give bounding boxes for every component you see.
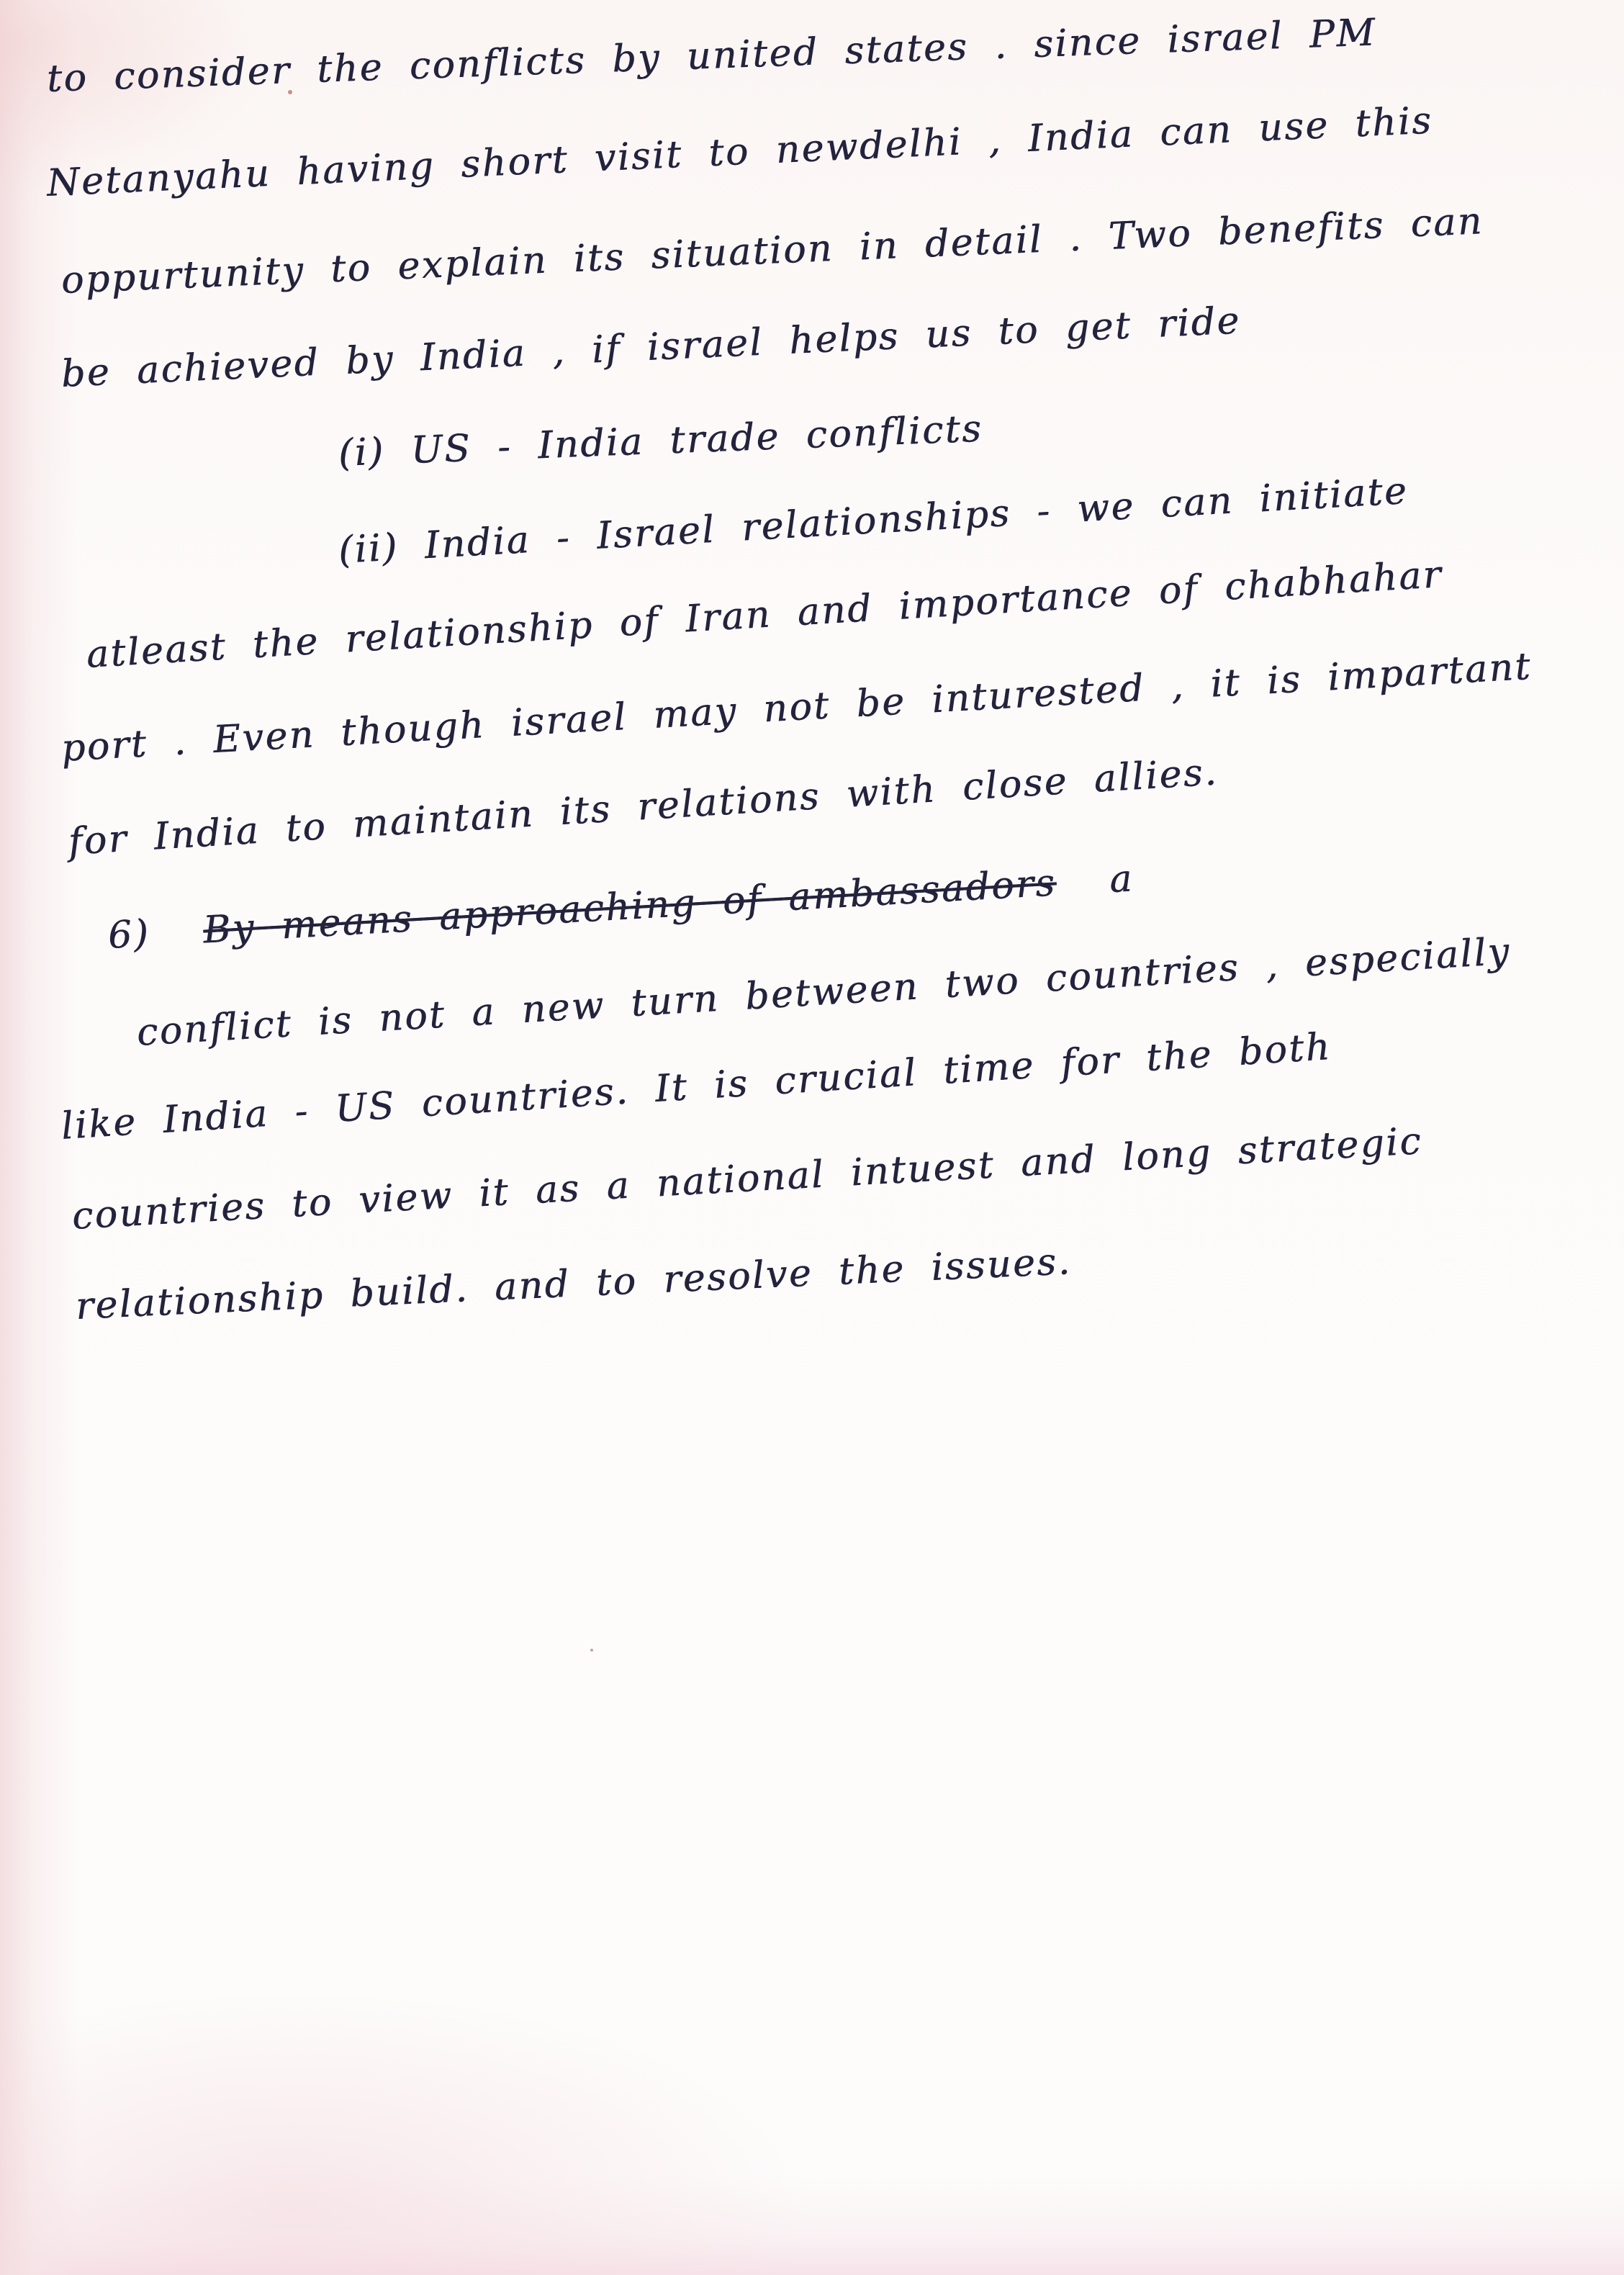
handwritten-line-13: countries to view it as a national intuest and long strategic [71, 1120, 1424, 1238]
handwritten-line-7: atleast the relationship of Iran and importance of chabhahar [85, 553, 1444, 677]
handwritten-line-8: port . Even though israel may not be inturested , it is impartant [60, 644, 1533, 770]
handwritten-line-4: be achieved by India , if israel helps us to get ride [60, 299, 1242, 396]
handwritten-line-9: for India to maintain its relations with close allies. [67, 750, 1219, 864]
handwritten-line-14: relationship build. and to resolve the issues. [74, 1240, 1073, 1328]
handwritten-line-11: conflict is not a new turn between two countries , especially [135, 929, 1512, 1055]
handwritten-line-10 [107, 857, 1134, 958]
list-marker: 6) [107, 911, 151, 958]
handwritten-line-12: like India - US countries. It is crucial time for the both [60, 1025, 1333, 1148]
trailing-word: a [1108, 857, 1135, 902]
list-item-ii: (ii) India - Israel relationships - we can initiate [337, 469, 1409, 572]
handwritten-line-3: oppurtunity to explain its situation in detail . Two benefits can [60, 199, 1484, 302]
struck-out-text: By means approaching of ambassadors [202, 861, 1057, 952]
handwritten-line-1: to consider the conflicts by united states . since israel PM [45, 11, 1378, 101]
list-item-i: (i) US - India trade conflicts [337, 407, 984, 475]
handwritten-line-2: Netanyahu having short visit to newdelhi , India can use this [45, 99, 1434, 205]
